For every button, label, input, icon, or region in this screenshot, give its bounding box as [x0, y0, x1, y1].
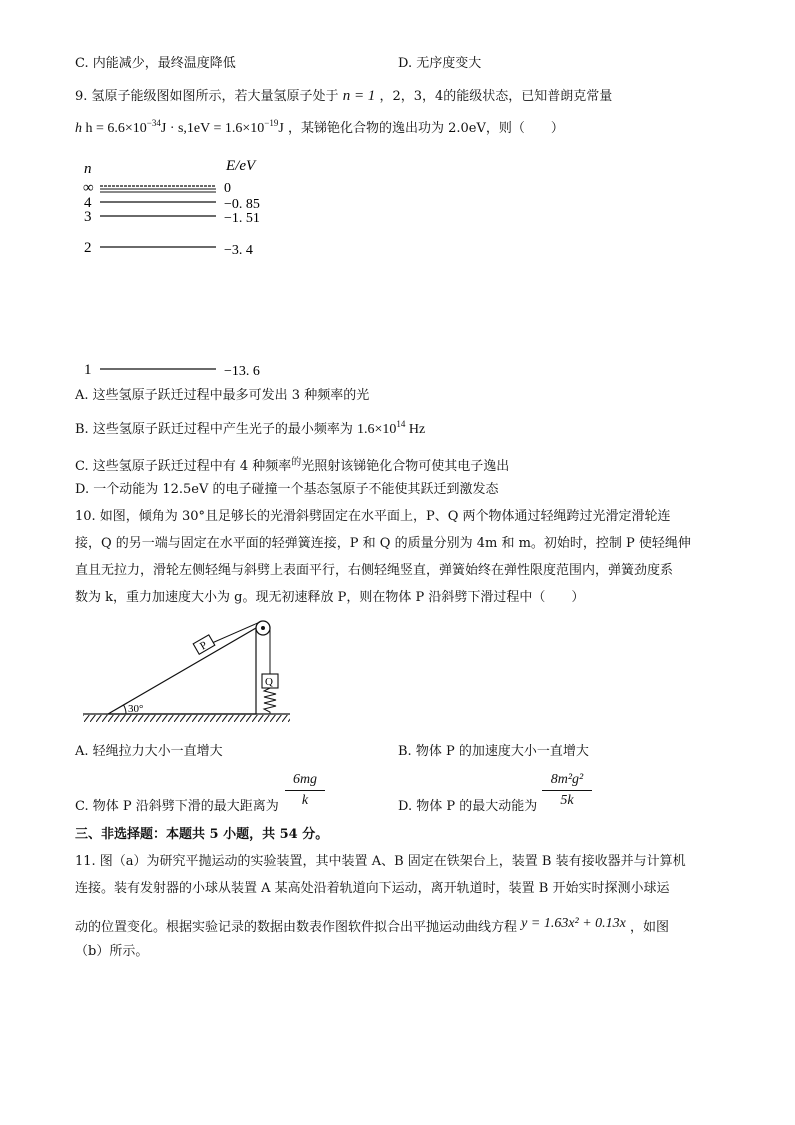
q9-stem-text-c: ，某锑铯化合物的逸出功为 2.0eV，则（ ） — [287, 121, 564, 136]
q10-stem-line4: 数为 k，重力加速度大小为 g。现无初速释放 P，则在物体 P 沿斜劈下滑过程中（ ） — [75, 590, 585, 605]
spring — [264, 688, 276, 714]
incline-wedge — [108, 628, 256, 714]
q10-option-d: D. 物体 P 的最大动能为 — [398, 799, 538, 814]
block-p — [193, 635, 215, 655]
q11-stem-text-b: ，如图 — [630, 920, 670, 935]
q9-stem-text-b: ，2，3，4的能级状态，已知普朗克常量 — [379, 89, 613, 104]
fraction-d-bar — [542, 790, 592, 791]
q10-option-d-fraction — [542, 772, 592, 809]
block-p-label: P — [198, 639, 210, 653]
fraction-d-denominator: 5k — [560, 793, 574, 808]
level-2-n: 2 — [84, 240, 92, 256]
freq-value: 1.6×10 — [356, 422, 397, 437]
section-3-heading: 三、非选择题：本题共 5 小题，共 54 分。 — [75, 827, 329, 842]
q10-stem-line3: 直且无拉力，滑轮左侧轻绳与斜劈上表面平行，右侧轻绳竖直，弹簧始终在弹性限度范围内，弹簧劲度系 — [75, 563, 674, 578]
planck-constant: h $h = 6.6\times 10^{-34}J \cdot s,1eV = 1.6\times 10^{-19}J$ — [75, 118, 284, 136]
q9-option-d: D. 一个动能为 12.5eV 的电子碰撞一个基态氢原子不能使其跃迁到激发态 — [75, 482, 499, 497]
q10-stem-line1: 10. 如图，倾角为 30°且足够长的光滑斜劈固定在水平面上，P、Q 两个物体通过轻绳跨过光滑定滑轮连 — [75, 509, 671, 524]
q11-stem-line3 — [75, 915, 669, 937]
energy-level-diagram — [78, 150, 278, 380]
q9-stem-line2 — [75, 120, 564, 138]
q9-option-b — [75, 421, 425, 439]
q9-stem-text: 9. 氢原子能级图如图所示，若大量氢原子处于 — [75, 89, 339, 104]
q9-stem-line1 — [75, 87, 612, 106]
level-4-energy: −0. 85 — [224, 197, 260, 212]
fraction-c-denominator: k — [301, 793, 309, 808]
q9-n-equation: n = 1 — [342, 88, 376, 104]
h-value: h = 6.6×10 — [85, 121, 147, 136]
level-3-n: 3 — [84, 209, 92, 225]
q11-stem-line2: 连接。装有发射器的小球从装置 A 某高处沿着轨道向下运动，离开轨道时，装置 B 开始实时探测小球运 — [75, 881, 670, 896]
diagram-n-label: n — [84, 161, 92, 177]
freq-unit: Hz — [408, 422, 426, 437]
q9-option-c — [75, 454, 509, 476]
fraction-c-numerator: 6mg — [292, 772, 318, 787]
q9-option-c-small-char: 的 — [291, 457, 302, 468]
q9-option-b-text: B. 这些氢原子跃迁过程中产生光子的最小频率为 — [75, 422, 353, 437]
pulley-axle — [261, 626, 265, 630]
level-3-energy: −1. 51 — [224, 211, 260, 226]
incline-figure — [78, 610, 298, 725]
h-exponent: −34 — [146, 118, 161, 128]
q10-option-c-fraction — [285, 772, 325, 809]
q11-stem-line1: 11. 图（a）为研究平抛运动的实验装置，其中装置 A、B 固定在铁架台上，装置 B 装有接收器并与计算机 — [75, 854, 686, 869]
q10-option-a: A. 轻绳拉力大小一直增大 — [75, 744, 223, 759]
q10-option-c: C. 物体 P 沿斜劈下滑的最大距离为 — [75, 799, 279, 814]
level-4-n: 4 — [84, 195, 92, 211]
freq-exponent: 14 — [396, 419, 406, 429]
ev-unit: J — [278, 121, 284, 136]
level-1-n: 1 — [84, 362, 92, 378]
trajectory-equation: y = 1.63x² + 0.13x — [521, 916, 626, 931]
level-2-energy: −3. 4 — [224, 243, 253, 258]
level-inf-n: ∞ — [83, 180, 94, 196]
h-unit: J · s,1eV = 1.6×10 — [160, 121, 265, 136]
fraction-c-bar — [285, 790, 325, 791]
angle-label: 30° — [128, 703, 144, 715]
q10-option-b: B. 物体 P 的加速度大小一直增大 — [398, 744, 589, 759]
q9-option-c-text: C. 这些氢原子跃迁过程中有 4 种频率 — [75, 459, 292, 474]
level-inf-energy: 0 — [224, 181, 231, 196]
q11-stem-line4: （b）所示。 — [75, 944, 149, 959]
q10-stem-line2: 接，Q 的另一端与固定在水平面的轻弹簧连接，P 和 Q 的质量分别为 4m 和 m。初始时，控制 P 使轻绳伸 — [75, 536, 691, 551]
fraction-d-numerator: 8m²g² — [550, 772, 584, 787]
option-d-prev: D. 无序度变大 — [398, 56, 482, 71]
q9-option-b-value — [356, 419, 426, 437]
q11-stem-text: 动的位置变化。根据实验记录的数据由数表作图软件拟合出平抛运动曲线方程 — [75, 920, 518, 935]
block-q-label: Q — [265, 676, 273, 688]
level-1-energy: −13. 6 — [224, 364, 260, 379]
angle-arc — [124, 705, 126, 714]
diagram-e-label: E/eV — [226, 158, 256, 174]
q9-option-a: A. 这些氢原子跃迁过程中最多可发出 3 种频率的光 — [75, 388, 370, 403]
ev-exponent: −19 — [264, 118, 279, 128]
option-c-prev: C. 内能减少，最终温度降低 — [75, 56, 236, 71]
ground-hatch — [83, 715, 290, 722]
q9-option-c-text-b: 光照射该锑铯化合物可使其电子逸出 — [301, 459, 510, 474]
